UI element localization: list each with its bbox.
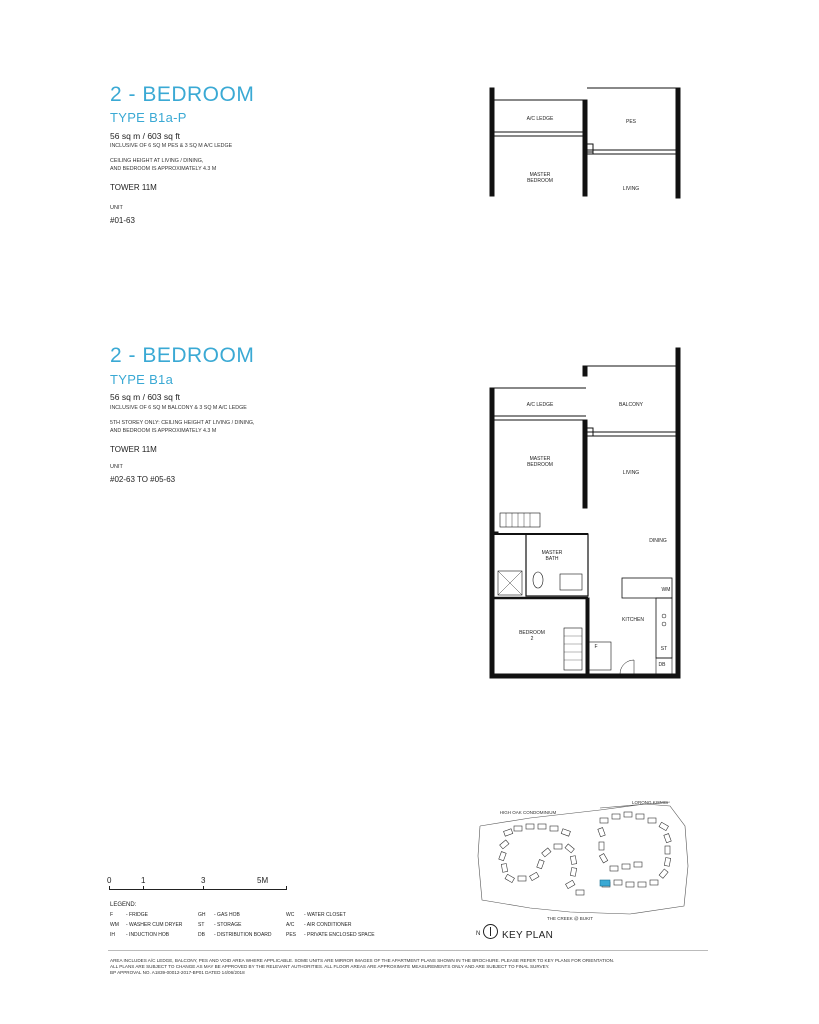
scale-label-3: 3	[201, 876, 206, 885]
key-plan-high-oak: HIGH OAK CONDOMINIUM	[499, 810, 557, 815]
unit1-floor-plan	[488, 86, 684, 200]
footer-notes	[110, 958, 710, 977]
unit2-room-master-bath-2: BATH	[545, 556, 559, 562]
legend-desc: - DISTRIBUTION BOARD	[214, 932, 272, 938]
legend-code: ST	[198, 922, 205, 928]
unit2-room-wm: WM	[661, 587, 671, 593]
unit1-type: TYPE B1a-P	[110, 110, 187, 125]
unit2-floor-plan	[488, 346, 684, 680]
unit1-tower: TOWER 11M	[110, 183, 157, 192]
key-plan-caption	[476, 924, 596, 946]
unit1-unit-value: #01-63	[110, 216, 135, 225]
legend-code: IH	[110, 932, 115, 938]
legend-code: GH	[198, 912, 206, 918]
unit2-inclusive: INCLUSIVE OF 6 SQ M BALCONY & 3 SQ M A/C LEDGE	[110, 405, 247, 411]
unit2-room-bedroom2-2: 2	[530, 636, 534, 642]
legend-desc: - GAS HOB	[214, 912, 240, 918]
unit2-area: 56 sq m / 603 sq ft	[110, 392, 180, 402]
legend-code: A/C	[286, 922, 295, 928]
unit2-room-master-2: BEDROOM	[527, 462, 553, 468]
legend-code: DB	[198, 932, 205, 938]
key-plan-creek: THE CREEK @ BUKIT	[546, 916, 594, 921]
unit1-room-master-1: MASTER	[529, 172, 551, 178]
legend-code: F	[110, 912, 114, 918]
unit2-room-st: ST	[660, 646, 668, 652]
unit2-room-f: F	[594, 644, 598, 650]
legend-desc: - WATER CLOSET	[304, 912, 346, 918]
legend-desc: - PRIVATE ENCLOSED SPACE	[304, 932, 375, 938]
unit1-title: 2 - BEDROOM	[110, 83, 255, 106]
unit2-room-master-bath-1: MASTER	[541, 550, 563, 556]
footer-line3: BP APPROVAL NO. A1839-00012-2017-BP01 DATED 14/06/2018	[110, 970, 245, 976]
unit1-room-master-2: BEDROOM	[527, 178, 553, 184]
scale-label-1: 1	[141, 876, 146, 885]
footer-line1: AREA INCLUDES A/C LEDGE, BALCONY, PES AND VOID AREA WHERE APPLICABLE. SOME UNITS ARE MIRROR IMAGES OF THE APARTMENT PLANS SHOWN IN THE BROCHURE. PLEASE REFER TO KEY PLANS FOR ORIENTATION.	[110, 958, 615, 963]
unit2-room-db: DB	[658, 662, 666, 668]
scale-bar	[107, 876, 292, 896]
key-plan-highlight-unit	[600, 880, 610, 886]
legend-desc: - STORAGE	[214, 922, 242, 928]
unit2-room-balcony: BALCONY	[619, 402, 643, 408]
unit2-room-ac-ledge: A/C LEDGE	[526, 402, 554, 408]
unit2-ceiling-line1: 5TH STOREY ONLY: CEILING HEIGHT AT LIVING / DINING,	[110, 420, 255, 426]
scale-label-5: 5M	[257, 876, 269, 885]
unit2-room-kitchen: KITCHEN	[622, 617, 644, 623]
unit1-room-pes: PES	[625, 119, 637, 125]
key-plan-title: KEY PLAN	[502, 930, 554, 941]
legend-code: WC	[286, 912, 295, 918]
unit2-unit-value: #02-63 TO #05-63	[110, 475, 176, 484]
unit2-room-dining: DINING	[649, 538, 667, 544]
legend-title: LEGEND:	[110, 902, 137, 908]
unit2-ceiling-line2: AND BEDROOM IS APPROXIMATELY 4.3 M	[110, 428, 217, 434]
footer-divider	[108, 950, 708, 951]
north-arrow-icon	[483, 924, 498, 939]
key-plan-map	[470, 796, 700, 921]
unit2-room-bedroom2-1: BEDROOM	[519, 630, 545, 636]
footer-line2: ALL PLANS ARE SUBJECT TO CHANGE AS MAY BE APPROVED BY THE RELEVANT AUTHORITIES. ALL FLOOR AREAS ARE APPROXIMATE MEASUREMENTS ONLY AND ARE SUBJECT TO FINAL SURVEY.	[110, 964, 550, 970]
unit2-tower: TOWER 11M	[110, 445, 157, 454]
unit2-room-master-1: MASTER	[529, 456, 551, 462]
unit2-unit-label: UNIT	[110, 464, 123, 470]
unit1-room-ac-ledge: A/C LEDGE	[526, 116, 554, 122]
unit1-unit-label: UNIT	[110, 205, 123, 211]
legend-desc: - FRIDGE	[126, 912, 148, 918]
unit2-type: TYPE B1a	[110, 372, 174, 387]
legend-desc: - AIR CONDITIONER	[304, 922, 352, 928]
unit1-area: 56 sq m / 603 sq ft	[110, 131, 180, 141]
legend-desc: - INDUCTION HOB	[126, 932, 170, 938]
unit1-room-living: LIVING	[622, 186, 640, 192]
legend-code: PES	[286, 932, 297, 938]
unit1-ceiling-line1: CEILING HEIGHT AT LIVING / DINING,	[110, 158, 204, 164]
legend-desc: - WASHER CUM DRYER	[126, 922, 183, 928]
unit1-inclusive: INCLUSIVE OF 6 SQ M PES & 3 SQ M A/C LEDGE	[110, 143, 233, 149]
key-plan-lorong: LORONG KISMIS	[631, 800, 669, 805]
scale-label-0: 0	[107, 876, 112, 885]
unit1-ceiling-line2: AND BEDROOM IS APPROXIMATELY 4.3 M	[110, 166, 217, 172]
unit2-title: 2 - BEDROOM	[110, 344, 255, 367]
unit2-room-living: LIVING	[622, 470, 640, 476]
north-label: N	[476, 931, 481, 937]
legend-code: WM	[110, 922, 119, 928]
